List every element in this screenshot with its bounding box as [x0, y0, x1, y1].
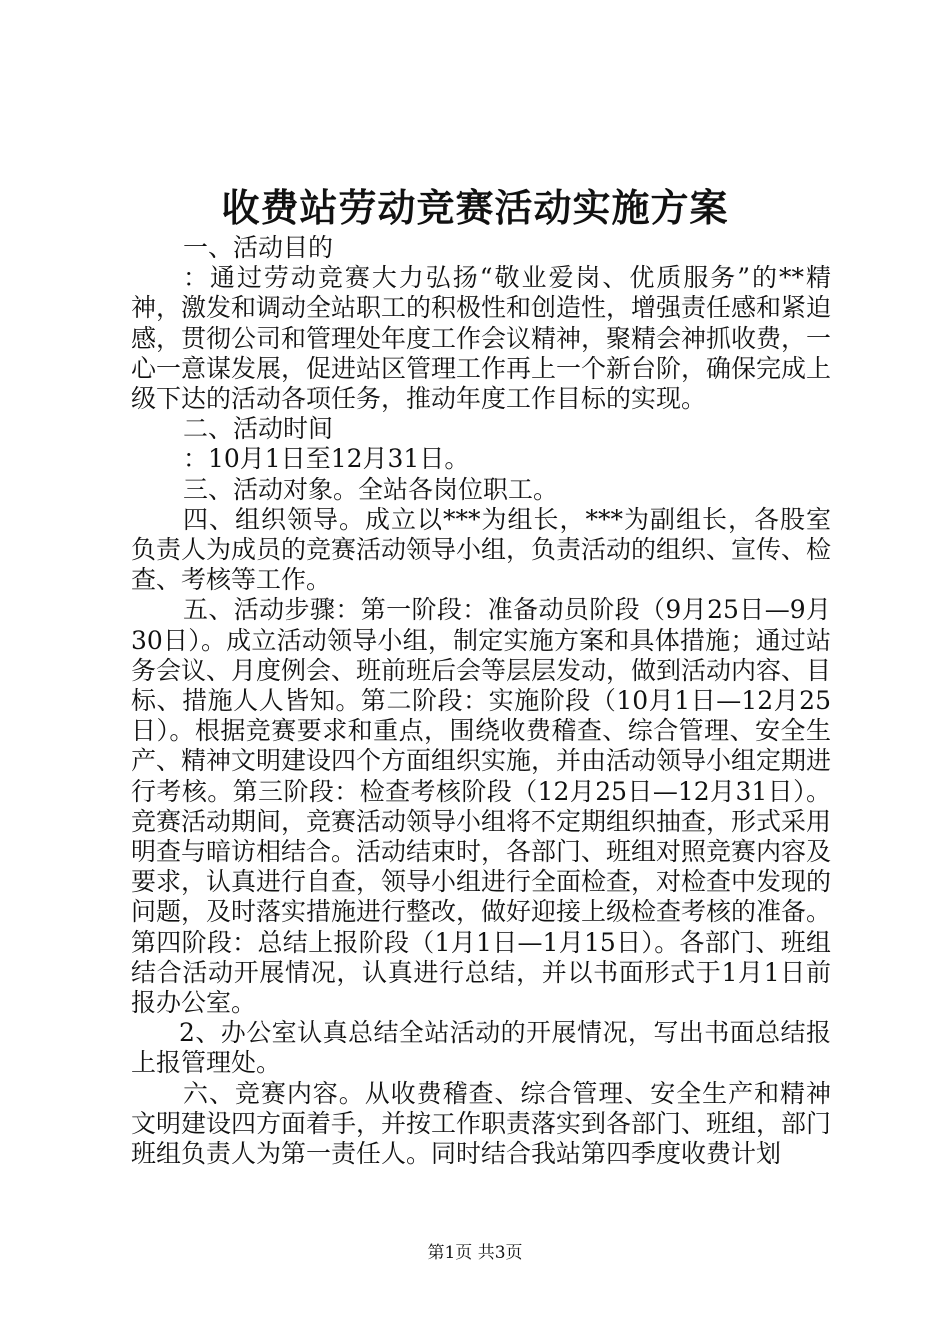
section-heading-time: 二、活动时间: [183, 414, 334, 444]
page-footer: 第1页 共3页: [427, 1243, 523, 1263]
paragraph-purpose: ：通过劳动竞赛大力弘扬“敬业爱岗、优质服务”的**精神，激发和调动全站职工的积极性和创造性，增强责任感和紧迫感，贯彻公司和管理处年度工作会议精神，聚精会神抓收费，一心一意谋发展，促进站区管理工作再上一个新台阶，确保完成上级下达的活动各项任务，推动年度工作目标的实现。: [131, 263, 832, 414]
paragraph-participants: 三、活动对象。全站各岗位职工。: [183, 474, 559, 504]
paragraph-organization: 四、组织领导。成立以***为组长，***为副组长，各股室负责人为成员的竞赛活动领导小组，负责活动的组织、宣传、检查、考核等工作。: [131, 504, 832, 595]
paragraph-content: 六、竞赛内容。从收费稽查、综合管理、安全生产和精神文明建设四方面着手，并按工作职责落实到各部门、班组，部门班组负责人为第一责任人。同时结合我站第四季度收费计划: [131, 1078, 832, 1169]
section-heading-purpose: 一、活动目的: [183, 233, 334, 262]
paragraph-office-summary: 2、办公室认真总结全站活动的开展情况，写出书面总结报上报管理处。: [131, 1018, 831, 1078]
document-title: 收费站劳动竞赛活动实施方案: [221, 185, 729, 230]
document-body: [131, 233, 831, 1169]
paragraph-steps: 五、活动步骤：第一阶段：准备动员阶段（9月25日—9月30日）。成立活动领导小组，制定实施方案和具体措施；通过站务会议、月度例会、班前班后会等层层发动，做到活动内容、目标、措施人人皆知。第二阶段：实施阶段（10月1日—12月25日）。根据竞赛要求和重点，围绕收费稽查、综合管理、安全生产、精神文明建设四个方面组织实施，并由活动领导小组定期进行考核。第三阶段：检查考核阶段（12月25日—12月31日）。竞赛活动期间，竞赛活动领导小组将不定期组织抽查，形式采用明查与暗访相结合。活动结束时，各部门、班组对照竞赛内容及要求，认真进行自查，领导小组进行全面检查，对检查中发现的问题，及时落实措施进行整改，做好迎接上级检查考核的准备。第四阶段：总结上报阶段（1月1日—1月15日）。各部门、班组结合活动开展情况，认真进行总结，并以书面形式于1月1日前报办公室。: [131, 595, 832, 1018]
paragraph-time: ：10月1日至12月31日。: [183, 444, 470, 474]
